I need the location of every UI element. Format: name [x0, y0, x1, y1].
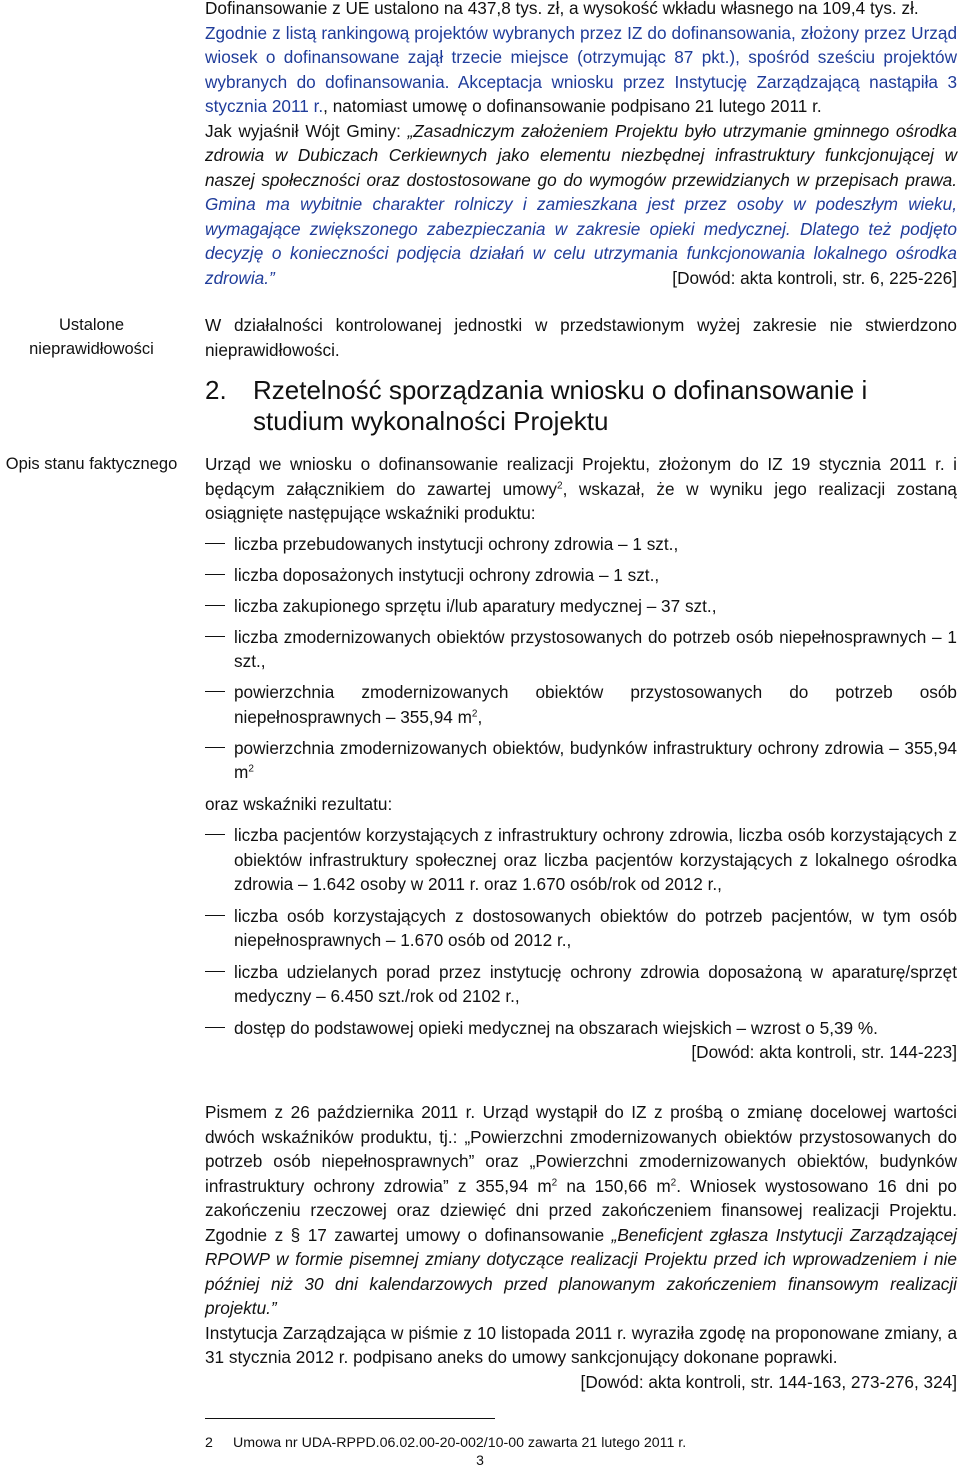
wojt-quote-continued: Gmina ma wybitnie charakter rolniczy i zamieszkana jest przez osoby w podeszłym wieku, wymagające zwiększonego zabezpieczania w zakresie opieki medycznej. Dlatego też podjęto decyzję o konieczności podjęcia działań w celu utrzymania funkcjonowania lokalnego ośrodka zdrowia.”: [205, 194, 957, 288]
square-meter-sup: 2: [670, 1176, 677, 1188]
square-meter-sup: 2: [248, 763, 254, 775]
ranking-text: Zgodnie z listą rankingową projektów wybranych przez IZ do dofinansowania, złożony przez Urząd wiosek o dofinansowane zajął trzecie miejsce (otrzymując 87 pkt.), spośród sześciu projektów wybranych do dofinansowania. Akceptacja wniosku przez Instytucję Zarządzającą nastąpiła 3 stycznia 2011 r.: [205, 22, 957, 116]
wojt-quote: „Zasadniczym założeniem Projektu było utrzymanie gminnego ośrodka zdrowia w Dubiczach Cerkiewnych jako elementu niezbędnej infrastruktury funkcjonującej w naszej społeczności oraz dostostosowane go do wymogów przewidzianych w przepisach prawa.: [205, 120, 957, 190]
area-item-text: powierzchnia zmodernizowanych obiektów przystosowanych do potrzeb osób niepełnosprawnych – 355,94 m: [234, 682, 957, 727]
list-item: liczba zakupionego sprzętu i/lub aparatury medycznej – 37 szt.,: [205, 594, 957, 619]
intro-block: [205, 0, 957, 290]
findings-label-line-2: nieprawidłowości: [29, 340, 154, 358]
wojt-paragraph: [205, 119, 957, 291]
list-item: liczba udzielanych porad przez instytucję ochrony zdrowia doposażoną w aparaturę/sprzęt medyczny – 6.450 szt./rok od 2102 r.,: [205, 960, 957, 1009]
findings-text: W działalności kontrolowanej jednostki w przedstawionym wyżej zakresie nie stwierdzono nieprawidłowości.: [205, 315, 957, 360]
square-meter-sup: 2: [471, 707, 478, 719]
footnote-number: 2: [205, 1435, 213, 1451]
section-title: Rzetelność sporządzania wniosku o dofinansowanie i studium wykonalności Projektu: [253, 375, 868, 436]
facts-block: [205, 452, 957, 1065]
list-item: [205, 736, 957, 785]
approval-paragraph: Instytucja Zarządzająca w piśmie z 10 listopada 2011 r. wyraziła zgodę na proponowane zmiany, a 31 stycznia 2012 r. podpisano aneks do umowy sankcjonujący dokonane poprawki.: [205, 1322, 957, 1367]
section-title-row: [205, 375, 957, 437]
product-indicator-list: [205, 532, 957, 785]
facts-evidence-ref: [Dowód: akta kontroli, str. 144-223]: [691, 1042, 957, 1062]
footnote-divider: [205, 1418, 495, 1419]
footnote-text: Umowa nr UDA-RPPD.06.02.00-20-002/10-00 zawarta 21 lutego 2011 r.: [233, 1435, 687, 1451]
list-item: liczba doposażonych instytucji ochrony zdrowia – 1 szt.,: [205, 563, 957, 588]
findings-label-line-1: Ustalone: [58, 316, 125, 334]
list-item: liczba pacjentów korzystających z infrastruktury ochrony zdrowia, liczba osób korzystających z obiektów infrastruktury społecznej oraz liczba pacjentów korzystających z lokalnego ośrodka zdrowia – 1.642 osoby w 2011 r. oraz 1.670 osób/rok od 2012 r.,: [205, 823, 957, 897]
footnote: [205, 1434, 686, 1452]
findings-margin-label: [0, 313, 183, 361]
intro-paragraph: [205, 21, 957, 119]
letter-text-b: na 150,66 m: [557, 1175, 671, 1196]
list-item: liczba osób korzystających z dostosowanych obiektów do potrzeb pacjentów, w tym osób niepełnosprawnych – 1.670 osób od 2012 r.,: [205, 904, 957, 953]
footnote-ref: 2: [557, 479, 563, 491]
list-item: dostęp do podstawowej opieki medycznej na obszarach wiejskich – wzrost o 5,39 %.: [205, 1016, 957, 1041]
result-indicator-list: [205, 823, 957, 1040]
letter-paragraph: [205, 1100, 957, 1321]
result-lead: oraz wskaźniki rezultatu:: [205, 793, 393, 814]
facts-lead-text: Urząd we wniosku o dofinansowanie realizacji Projektu, złożonym do IZ 19 stycznia 2011 r. i będącym załącznikiem do zawartej umowy: [205, 454, 957, 499]
facts-margin-label: Opis stanu faktycznego: [5, 455, 178, 473]
section-number: 2.: [205, 375, 227, 405]
letter-text-c: . Wniosek wystosowano 16 dni po zakończeniu rzeczowej oraz dziewięć dni przed zakończeniem finansowej realizacji Projektu. Zgodnie z § 17 zawartej umowy o dofinansowanie: [205, 1175, 957, 1245]
contract-date-text: , natomiast umowę o dofinansowanie podpisano 21 lutego 2011 r.: [323, 96, 822, 116]
intro-line-1: Dofinansowanie z UE ustalono na 437,8 tys. zł, a wysokość wkładu własnego na 109,4 tys. zł.: [205, 0, 919, 18]
list-item: liczba zmodernizowanych obiektów przystosowanych do potrzeb osób niepełnosprawnych – 1 szt.,: [205, 625, 957, 674]
facts-lead: [205, 452, 957, 526]
section-heading: [205, 375, 957, 437]
wojt-lead: Jak wyjaśnił Wójt Gminy:: [205, 120, 408, 141]
area-item-end: ,: [477, 706, 483, 727]
list-item: liczba przebudowanych instytucji ochrony zdrowia – 1 szt.,: [205, 532, 957, 557]
square-meter-sup: 2: [551, 1176, 558, 1188]
page-number: 3: [476, 1452, 484, 1468]
letter-evidence-ref: [Dowód: akta kontroli, str. 144-163, 273-276, 324]: [580, 1371, 957, 1392]
intro-evidence-ref: [Dowód: akta kontroli, str. 6, 225-226]: [672, 267, 957, 288]
contract-quote: „Beneficjent zgłasza Instytucji Zarządzającej RPOWP w formie pisemnej zmiany dotyczące realizacji Projektu przed ich wprowadzeniem i nie później niż 30 dni kalendarzowych przed planowanym zakończeniem finansowym realizacji projektu.”: [205, 1224, 957, 1318]
letter-block: [205, 1100, 957, 1394]
letter-text-a: Pismem z 26 października 2011 r. Urząd wystąpił do IZ z prośbą o zmianę docelowej wartości dwóch wskaźników produktu, tj.: „Powierzchni zmodernizowanych obiektów przystosowanych do potrzeb osób niepełnosprawnych” oraz „Powierzchni zmodernizowanych obiektów, budynków infrastruktury ochrony zdrowia” z 355,94 m: [205, 1102, 957, 1196]
list-item: [205, 680, 957, 729]
area-item-text: powierzchnia zmodernizowanych obiektów, budynków infrastruktury ochrony zdrowia – 355,94 m: [234, 737, 957, 782]
facts-lead-text-end: , wskazał, że w wyniku jego realizacji zostaną osiągnięte następujące wskaźniki produktu:: [205, 478, 957, 523]
